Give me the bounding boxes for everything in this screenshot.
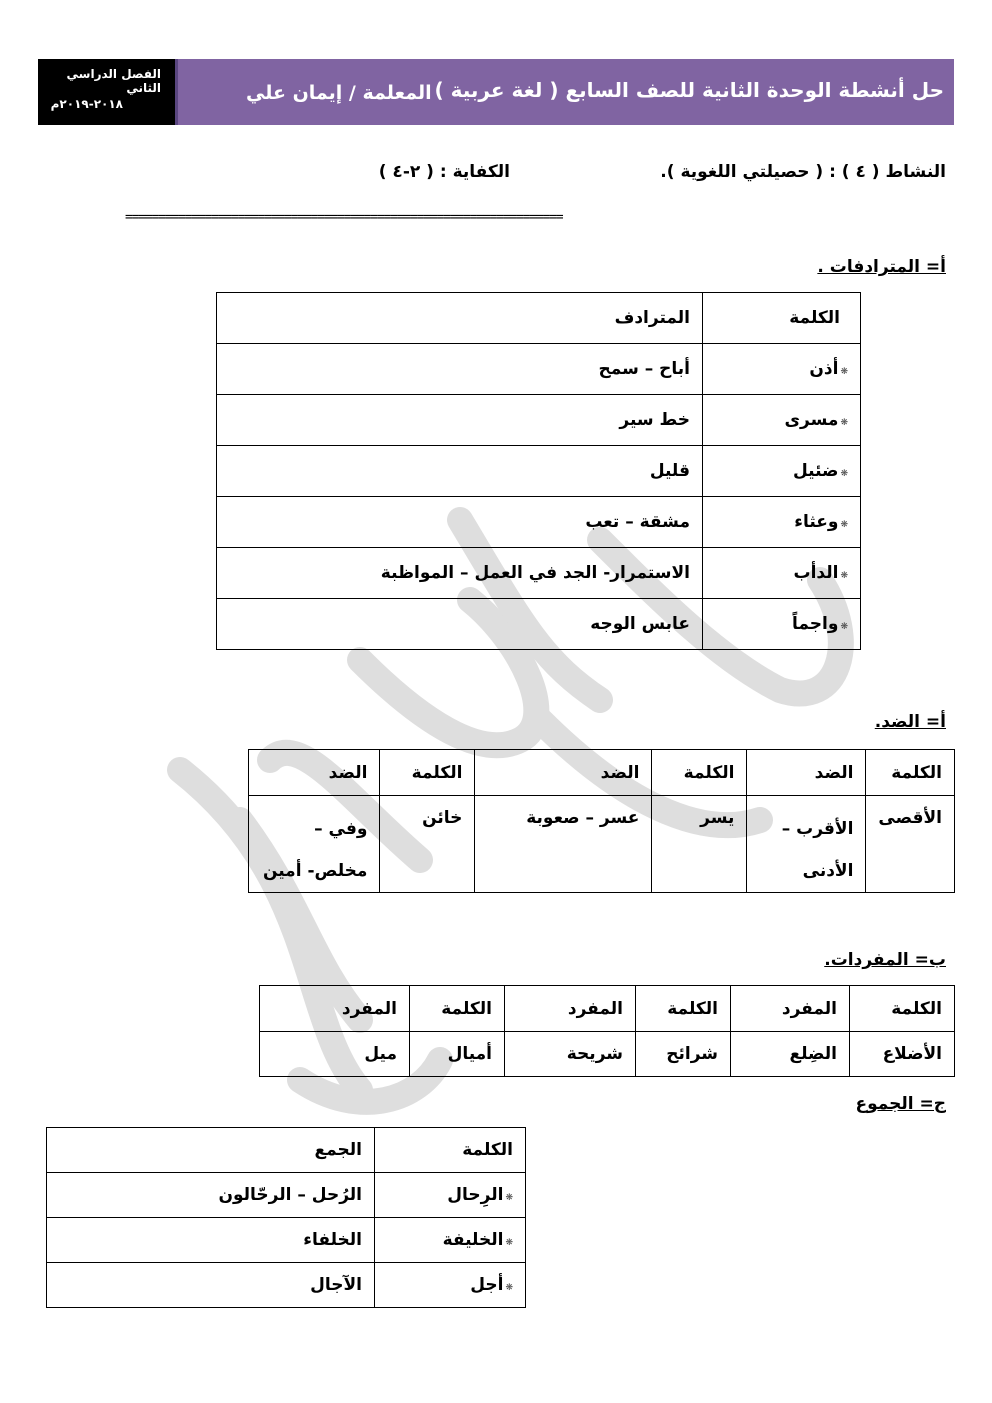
singulars-title: ب= المفردات. — [824, 950, 946, 970]
header-cell: الضد — [249, 750, 380, 796]
table-row — [217, 599, 861, 650]
meaning-cell: خط سير — [217, 395, 703, 446]
header-cell: الكلمة — [652, 750, 747, 796]
synonyms-header-word: الكلمة — [703, 293, 861, 344]
bullet-icon: ❋ — [840, 469, 848, 479]
term-box — [38, 59, 178, 125]
word-cell: ❋الدأب — [703, 548, 861, 599]
meaning-cell: قليل — [217, 446, 703, 497]
header-cell: المفرد — [505, 986, 636, 1032]
word-cell: ❋الخليفة — [375, 1218, 526, 1263]
table-row — [217, 395, 861, 446]
word-cell: ❋أذن — [703, 344, 861, 395]
header-cell: الكلمة — [850, 986, 955, 1032]
plurals-title: ج= الجموع — [855, 1094, 946, 1114]
meaning-cell: الاستمرار- الجد في العمل – المواظبة — [217, 548, 703, 599]
table-row — [47, 1173, 526, 1218]
table-row — [217, 344, 861, 395]
antonym-cell: وفي – مخلص- أمين — [249, 796, 380, 893]
header-cell: المفرد — [731, 986, 850, 1032]
plural-cell: الرُحل – الرحّالون — [47, 1173, 375, 1218]
bullet-icon: ❋ — [505, 1193, 513, 1203]
header-cell: الجمع — [47, 1128, 375, 1173]
table-row — [217, 548, 861, 599]
header-cell: الكلمة — [636, 986, 731, 1032]
singular-cell: الضِلع — [731, 1032, 850, 1077]
synonyms-title: أ= المترادفات . — [817, 257, 946, 277]
header-cell: المفرد — [260, 986, 410, 1032]
word-cell: ❋مسرى — [703, 395, 861, 446]
header-cell: الضد — [475, 750, 652, 796]
table-row — [217, 497, 861, 548]
antonyms-table — [248, 749, 955, 893]
page-title: حل أنشطة الوحدة الثانية للصف السابع ( لغة عربية ) — [434, 78, 944, 102]
table-row — [217, 446, 861, 497]
separator-line: ================================================================== — [125, 210, 563, 225]
singular-cell: ميل — [260, 1032, 410, 1077]
plurals-table — [46, 1127, 526, 1308]
synonyms-header-meaning: المترادف — [217, 293, 703, 344]
antonyms-title: أ= الضد. — [874, 712, 946, 732]
word-cell: يسر — [652, 796, 747, 893]
word-cell: أميال — [410, 1032, 505, 1077]
meaning-cell: مشقة – تعب — [217, 497, 703, 548]
bullet-icon: ❋ — [840, 622, 848, 632]
word-cell: الأقصى — [866, 796, 955, 893]
word-cell: ❋الرِحال — [375, 1173, 526, 1218]
table-row — [47, 1263, 526, 1308]
word-cell: ❋ضئيل — [703, 446, 861, 497]
bullet-icon: ❋ — [840, 520, 848, 530]
plural-cell: الخلفاء — [47, 1218, 375, 1263]
singulars-table — [259, 985, 955, 1077]
synonyms-table — [216, 292, 861, 650]
plural-cell: الآجال — [47, 1263, 375, 1308]
antonym-cell: عسر – صعوبة — [475, 796, 652, 893]
teacher-name: المعلمة / إيمان علي — [246, 82, 432, 104]
school-years: ٢٠١٨-٢٠١٩م — [50, 97, 123, 111]
table-row — [47, 1218, 526, 1263]
competency-label: الكفاية : ( ٢-٤ ) — [378, 162, 510, 182]
bullet-icon: ❋ — [840, 418, 848, 428]
header-cell: الكلمة — [380, 750, 475, 796]
table-row — [249, 796, 955, 893]
header-cell: الضد — [747, 750, 866, 796]
meaning-cell: عابس الوجه — [217, 599, 703, 650]
bullet-icon: ❋ — [505, 1238, 513, 1248]
singular-cell: شريحة — [505, 1032, 636, 1077]
word-cell: ❋وعثاء — [703, 497, 861, 548]
header-cell: الكلمة — [410, 986, 505, 1032]
word-cell: ❋أجل — [375, 1263, 526, 1308]
word-cell: خائن — [380, 796, 475, 893]
activity-label: النشاط ( ٤ ) : ( حصيلتي اللغوية ). — [660, 162, 946, 182]
meaning-cell: أباح – سمح — [217, 344, 703, 395]
header-cell: الكلمة — [375, 1128, 526, 1173]
term-label: الفصل الدراسي الثاني — [66, 67, 161, 95]
header-cell: الكلمة — [866, 750, 955, 796]
table-row — [260, 1032, 955, 1077]
bullet-icon: ❋ — [840, 367, 848, 377]
bullet-icon: ❋ — [505, 1283, 513, 1293]
word-cell: شرائح — [636, 1032, 731, 1077]
bullet-icon: ❋ — [840, 571, 848, 581]
word-cell: الأضلاع — [850, 1032, 955, 1077]
word-cell: ❋واجماً — [703, 599, 861, 650]
antonym-cell: الأقرب – الأدنى — [747, 796, 866, 893]
